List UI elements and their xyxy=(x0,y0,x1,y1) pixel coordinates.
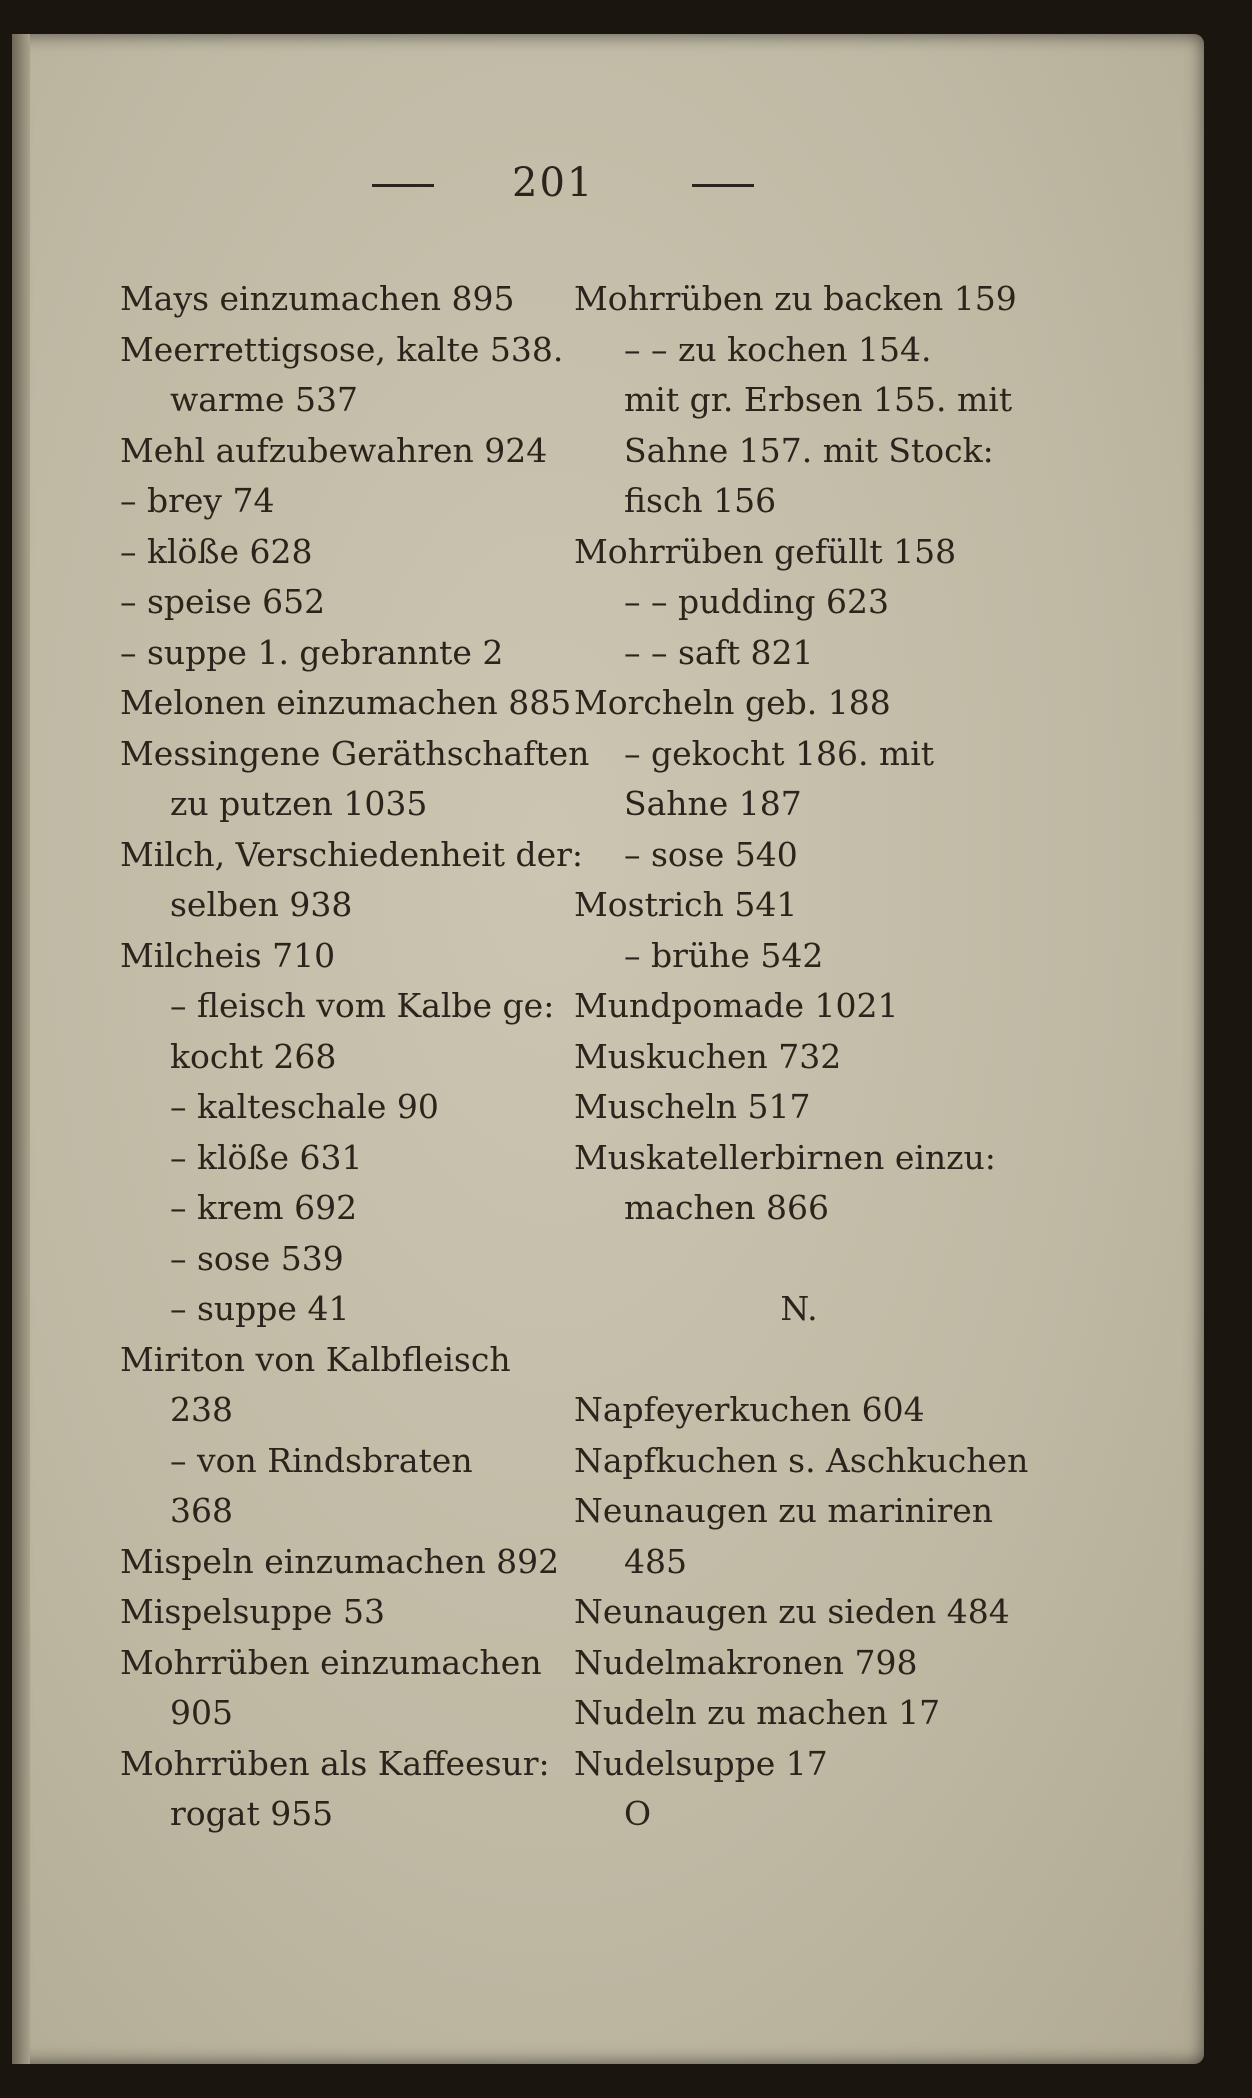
index-entry: Nudeln zu machen 17 xyxy=(574,1693,941,1732)
index-entry: Muskatellerbirnen einzu: xyxy=(574,1137,996,1177)
blank-line xyxy=(574,1234,1034,1285)
index-entry: – fleisch vom Kalbe ge: xyxy=(170,986,555,1025)
index-entry: – – zu kochen 154. xyxy=(624,329,932,369)
index-entry: Melonen einzumachen 885 xyxy=(120,683,572,722)
blank-line xyxy=(574,1335,1034,1386)
index-entry: Messingene Geräthschaften xyxy=(120,733,590,773)
index-entry: Morcheln geb. 188 xyxy=(574,683,891,722)
index-entry: kocht 268 xyxy=(170,1036,337,1076)
index-entry: zu putzen 1035 xyxy=(170,784,428,823)
index-entry: Muskuchen 732 xyxy=(574,1036,842,1076)
index-entry: – gekocht 186. mit xyxy=(624,733,935,773)
index-entry: Mispelsuppe 53 xyxy=(120,1592,385,1631)
index-entry: Sahne 187 xyxy=(624,784,802,823)
index-entry: Nudelsuppe 17 xyxy=(574,1743,828,1783)
index-entry: – brey 74 xyxy=(120,481,275,520)
index-entry: – – pudding 623 xyxy=(624,582,890,621)
index-entry: Milcheis 710 xyxy=(120,935,336,975)
index-entry: Mispeln einzumachen 892 xyxy=(120,1541,560,1581)
index-entry: – krem 692 xyxy=(170,1188,358,1227)
index-entry: – von Rindsbraten xyxy=(170,1440,473,1480)
index-entry: Muscheln 517 xyxy=(574,1087,811,1126)
index-entry: Neunaugen zu sieden 484 xyxy=(574,1592,1010,1631)
index-entry: 485 xyxy=(624,1541,687,1581)
index-entry: 368 xyxy=(170,1491,233,1530)
index-entry: mit gr. Erbsen 155. mit xyxy=(624,380,1013,419)
header-dash-left xyxy=(372,184,434,187)
index-entry: rogat 955 xyxy=(170,1794,334,1833)
index-entry: selben 938 xyxy=(170,885,353,924)
index-entry: Mohrrüben zu backen 159 xyxy=(574,279,1017,318)
index-entry: – – saft 821 xyxy=(624,632,814,672)
index-entry: – klöße 628 xyxy=(120,531,313,571)
index-entry: – suppe 41 xyxy=(170,1289,350,1328)
index-entry: Sahne 157. mit Stock: xyxy=(624,430,994,470)
index-entry: Nudelmakronen 798 xyxy=(574,1642,918,1682)
index-entry: – speise 652 xyxy=(120,582,326,621)
index-entry: Napfeyerkuchen 604 xyxy=(574,1390,925,1429)
index-entry: Mays einzumachen 895 xyxy=(120,279,515,318)
index-entry: – kalteschale 90 xyxy=(170,1087,439,1126)
header-dash-right xyxy=(692,184,754,187)
index-entry: O xyxy=(624,1794,652,1833)
index-entry: 238 xyxy=(170,1390,233,1429)
page-binding-edge xyxy=(12,34,30,2064)
letter-heading: N. xyxy=(780,1289,818,1328)
index-entry: warme 537 xyxy=(170,380,358,419)
index-entry: – brühe 542 xyxy=(624,935,824,975)
index-entry: Neunaugen zu mariniren xyxy=(574,1491,994,1530)
index-entry: – sose 540 xyxy=(624,834,798,874)
page-number: 201 xyxy=(512,160,595,206)
index-column-right xyxy=(574,274,1034,1840)
index-entry: machen 866 xyxy=(624,1188,829,1227)
index-entry: Mohrrüben einzumachen xyxy=(120,1642,542,1682)
index-entry: Mohrrüben gefüllt 158 xyxy=(574,531,957,571)
index-entry: – klöße 631 xyxy=(170,1137,363,1177)
index-column-left xyxy=(120,274,590,1840)
book-page xyxy=(12,34,1204,2064)
index-entry: fisch 156 xyxy=(624,481,777,520)
index-entry: Mehl aufzubewahren 924 xyxy=(120,430,548,470)
index-entry: Mohrrüben als Kaffeesur: xyxy=(120,1743,550,1783)
index-entry: – sose 539 xyxy=(170,1238,344,1278)
page-header xyxy=(12,160,1204,234)
index-entry: Napfkuchen s. Aschkuchen xyxy=(574,1440,1029,1480)
index-entry: Mundpomade 1021 xyxy=(574,986,899,1025)
index-entry: Miriton von Kalbfleisch xyxy=(120,1339,511,1379)
index-entry: 905 xyxy=(170,1693,233,1732)
index-entry: Mostrich 541 xyxy=(574,885,798,924)
index-entry: – suppe 1. gebrannte 2 xyxy=(120,632,504,672)
index-entry: Meerrettigsose, kalte 538. xyxy=(120,329,564,369)
index-entry: Milch, Verschiedenheit der: xyxy=(120,834,584,874)
